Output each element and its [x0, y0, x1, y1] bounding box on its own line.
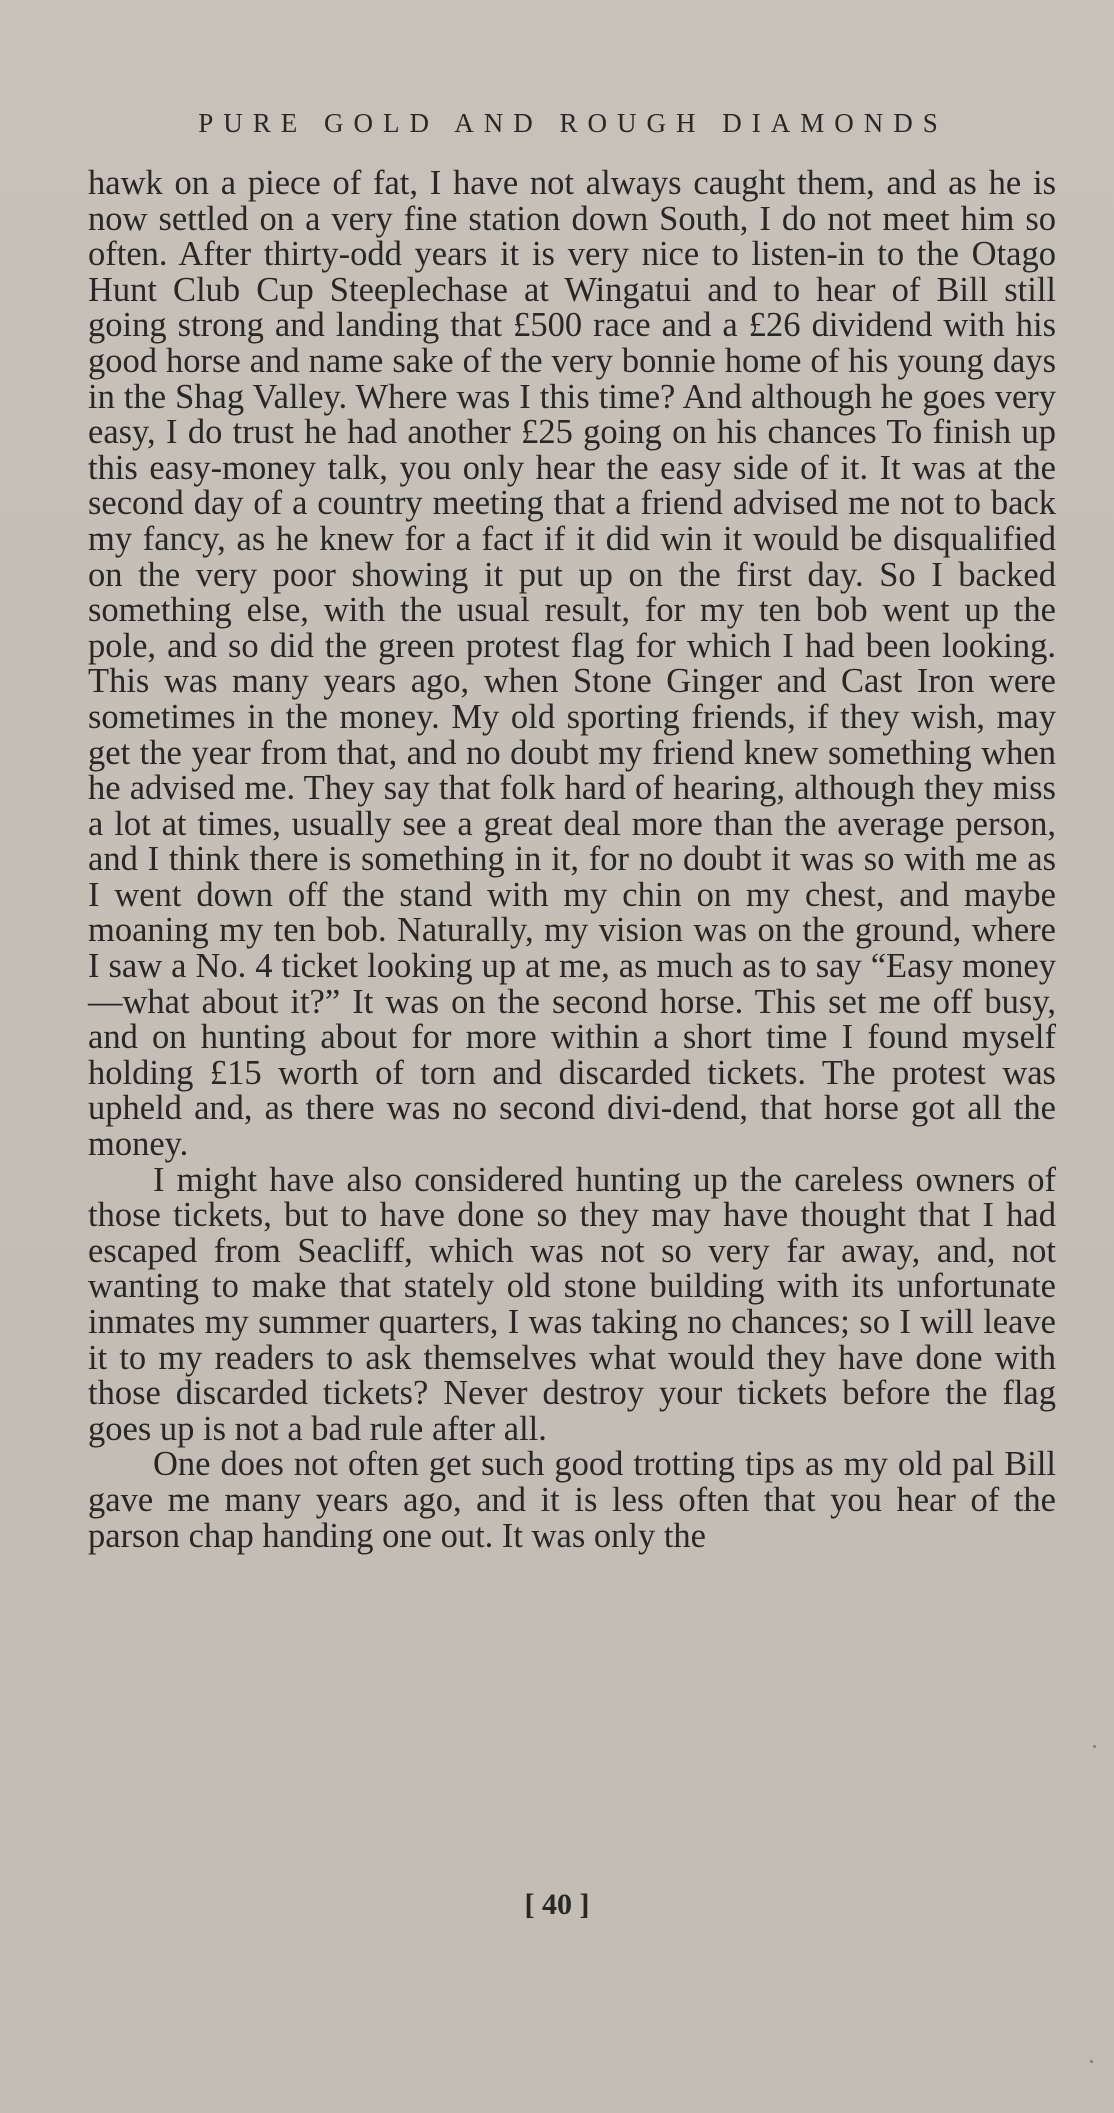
paper-speck — [1093, 1745, 1096, 1748]
body-text — [88, 166, 1056, 1554]
paragraph-trotting-tips: One does not often get such good trotting tips as my old pal Bill gave me many years ago, and it is less often that you hear of the parson chap handing one out. It was only the — [88, 1445, 1056, 1555]
paragraph-tickets: I might have also considered hunting up the careless owners of those tickets, but to have done so they may have thought that I had escaped from Seacliff, which was not so very far away, and, not wanting to make that stately old stone building with its unfortunate inmates my summer quarters, I was taking no chances; so I will leave it to my readers to ask themselves what would they have done with those discarded tickets? Never destroy your tickets before the flag goes up is not a bad rule after all. — [88, 1160, 1056, 1448]
page-number: [ 40 ] — [524, 1888, 590, 1921]
running-head: PURE GOLD AND ROUGH DIAMONDS — [198, 108, 948, 138]
paragraph-continued: hawk on a piece of fat, I have not always caught them, and as he is now settled on a very fine station down South, I do not meet him so often. After thirty-odd years it is very nice to listen-in to the Otago Hunt Club Cup Steeplechase at Wingatui and to hear of Bill still going strong and landing that £500 race and a £26 dividend with his good horse and name sake of the very bonnie home of his young days in the Shag Valley. Where was I this time? And although he goes very easy, I do trust he had another £25 going on his chances To finish up this easy-money talk, you only hear the easy side of it. It was at the second day of a country meeting that a friend advised me not to back my fancy, as he knew for a fact if it did win it would be disqualified on the very poor showing it put up on the first day. So I backed something else, with the usual result, for my ten bob went up the pole, and so did the green protest flag for which I had been looking. This was many years ago, when Stone Ginger and Cast Iron were sometimes in the money. My old sporting friends, if they wish, may get the year from that, and no doubt my friend knew something when he advised me. They say that folk hard of hearing, although they miss a lot at times, usually see a great deal more than the average person, and I think there is something in it, for no doubt it was so with me as I went down off the stand with my chin on my chest, and maybe moaning my ten bob. Naturally, my vision was on the ground, where I saw a No. 4 ticket looking up at me, as much as to say “Easy money—what about it?” It was on the second horse. This set me off busy, and on hunting about for more within a short time I found myself holding £15 worth of torn and discarded tickets. The protest was upheld and, as there was no second divi-dend, that horse got all the money. — [88, 164, 1056, 1164]
paper-speck — [1090, 2060, 1093, 2063]
